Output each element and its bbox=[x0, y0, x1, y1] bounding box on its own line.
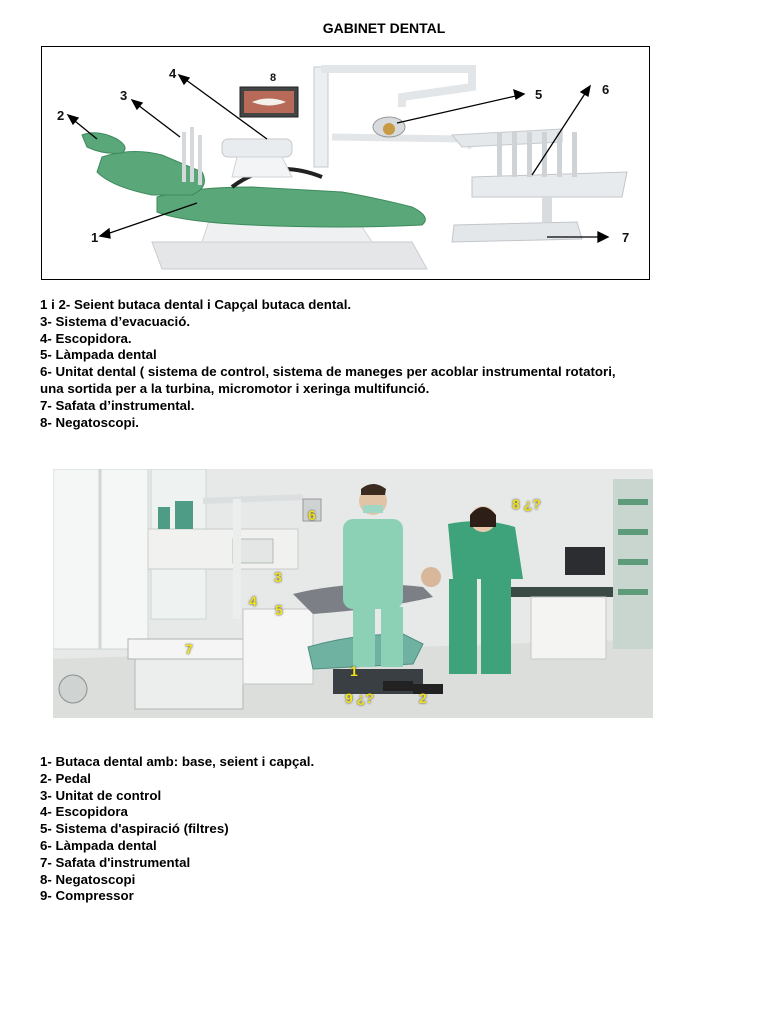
list-item: 9- Compressor bbox=[40, 888, 134, 904]
photo-label-6: 6 bbox=[308, 507, 316, 523]
page-title: GABINET DENTAL bbox=[322, 20, 446, 36]
list-item: 4- Escopidora bbox=[40, 804, 128, 820]
photo-label-1: 1 bbox=[350, 663, 358, 679]
diagram-label-2: 2 bbox=[57, 108, 65, 123]
list-item: 8- Negatoscopi. bbox=[40, 414, 140, 430]
list-item: 3- Sistema d’evacuació. bbox=[40, 313, 191, 329]
list-item: 1 i 2- Seient butaca dental i Capçal butaca dental. bbox=[40, 297, 352, 312]
photo-label-2: 2 bbox=[419, 690, 427, 706]
list-item: 4- Escopidora. bbox=[40, 330, 132, 346]
list-item: 7- Safata d'instrumental bbox=[40, 854, 191, 870]
diagram-label-1: 1 bbox=[91, 230, 99, 245]
dental-chair-diagram bbox=[41, 46, 650, 280]
component-list-2 bbox=[40, 754, 740, 905]
list-item: 5- Sistema d'aspiració (filtres) bbox=[40, 821, 229, 837]
list-item: 1- Butaca dental amb: base, seient i capçal. bbox=[40, 754, 315, 769]
dental-chair-illustration bbox=[42, 47, 650, 280]
diagram-label-7: 7 bbox=[622, 230, 630, 245]
list-item: 6- Làmpada dental bbox=[40, 837, 157, 853]
list-item: 3- Unitat de control bbox=[40, 787, 162, 803]
photo-label-7: 7 bbox=[185, 641, 193, 657]
list-item: 2- Pedal bbox=[40, 770, 91, 786]
diagram-label-4: 4 bbox=[169, 66, 177, 81]
diagram-label-3: 3 bbox=[120, 88, 128, 103]
list-item: 5- Làmpada dental bbox=[40, 347, 157, 363]
photo-label-4: 4 bbox=[249, 593, 257, 609]
dental-office-illustration bbox=[53, 469, 653, 718]
dental-office-photo bbox=[53, 469, 653, 718]
photo-label-3: 3 bbox=[274, 569, 282, 585]
diagram-label-6: 6 bbox=[602, 82, 610, 97]
list-item: una sortida per a la turbina, micromotor i xeringa multifunció. bbox=[40, 380, 430, 396]
diagram-label-8: 8 bbox=[270, 72, 277, 84]
diagram-label-5: 5 bbox=[535, 87, 543, 102]
list-item: 8- Negatoscopi bbox=[40, 871, 136, 887]
component-list-1 bbox=[40, 297, 740, 431]
list-item: 7- Safata d’instrumental. bbox=[40, 397, 195, 413]
photo-label-5: 5 bbox=[275, 602, 283, 618]
photo-label-9: 9 ¿? bbox=[345, 690, 374, 706]
list-item: 6- Unitat dental ( sistema de control, sistema de maneges per acoblar instrumental rotatori, bbox=[40, 364, 616, 380]
photo-label-8: 8 ¿? bbox=[512, 496, 541, 512]
